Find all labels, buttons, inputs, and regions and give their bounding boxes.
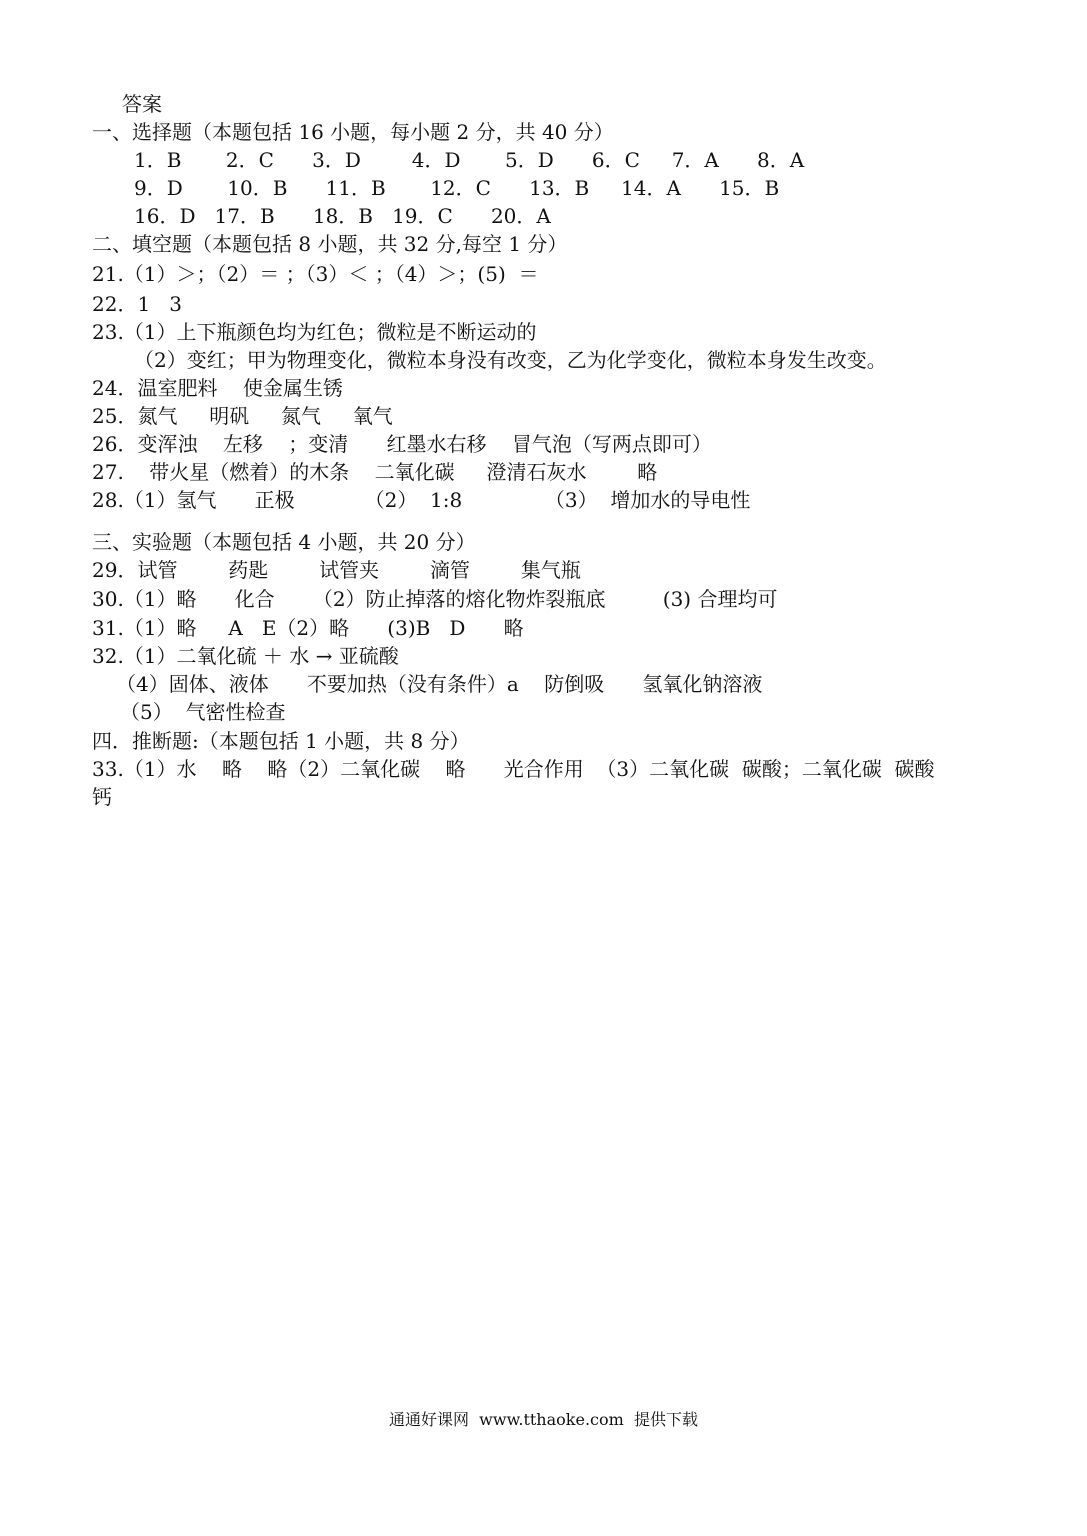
answer-25: 25．氮气 明矾 氮气 氧气 (92, 404, 393, 428)
answer-21: 21.（1）＞；（2）＝ ；（3）＜ ；（4）＞；(5) ＝ (92, 262, 539, 286)
answer-27: 27. 带火星（燃着）的木条 二氧化碳 澄清石灰水 略 (92, 460, 658, 484)
section-4-title: 四．推断题:（本题包括 1 小题，共 8 分） (92, 729, 470, 753)
answer-32-part-4: （4）固体、液体 不要加热（没有条件）a 防倒吸 氢氧化钠溶液 (116, 672, 763, 696)
answer-32-part-5: （5） 气密性检查 (120, 700, 286, 724)
answer-24: 24．温室肥料 使金属生锈 (92, 376, 343, 400)
answer-32-part-1: 32.（1）二氧化硫 ＋ 水 → 亚硫酸 (92, 644, 399, 668)
answer-29: 29．试管 药匙 试管夹 滴管 集气瓶 (92, 558, 581, 582)
choice-answers-row-2: 9．D 10．B 11．B 12．C 13．B 14．A 15．B (134, 176, 780, 200)
answer-23-part-1: 23.（1）上下瓶颜色均为红色；微粒是不断运动的 (92, 320, 537, 344)
section-3-title: 三、实验题（本题包括 4 小题，共 20 分） (92, 530, 476, 554)
choice-answers-row-1: 1．B 2．C 3．D 4．D 5．D 6．C 7．A 8．A (134, 148, 805, 172)
answer-26: 26．变浑浊 左移 ；变清 红墨水右移 冒气泡（写两点即可） (92, 432, 712, 456)
answer-30: 30.（1）略 化合 （2）防止掉落的熔化物炸裂瓶底 (3) 合理均可 (92, 587, 778, 611)
section-2-title: 二、填空题（本题包括 8 小题，共 32 分,每空 1 分） (92, 232, 568, 256)
answer-33-continued: 钙 (92, 785, 112, 809)
section-1-title: 一、选择题（本题包括 16 小题，每小题 2 分，共 40 分） (92, 120, 614, 144)
answer-22: 22．1 3 (92, 292, 182, 316)
choice-answers-row-3: 16．D 17．B 18．B 19．C 20．A (134, 204, 551, 228)
answer-31: 31.（1）略 A E（2）略 (3)B D 略 (92, 616, 524, 640)
answer-23-part-2: （2）变红；甲为物理变化，微粒本身没有改变，乙为化学变化，微粒本身发生改变。 (134, 348, 887, 372)
page-footer: 通通好课网 www.tthaoke.com 提供下载 (389, 1410, 698, 1429)
answer-heading: 答案 (122, 92, 162, 116)
answer-28: 28.（1）氢气 正极 （2） 1:8 （3） 增加水的导电性 (92, 488, 751, 512)
answer-33: 33.（1）水 略 略（2）二氧化碳 略 光合作用 （3）二氧化碳 碳酸；二氧化碳 碳酸 (92, 757, 935, 781)
